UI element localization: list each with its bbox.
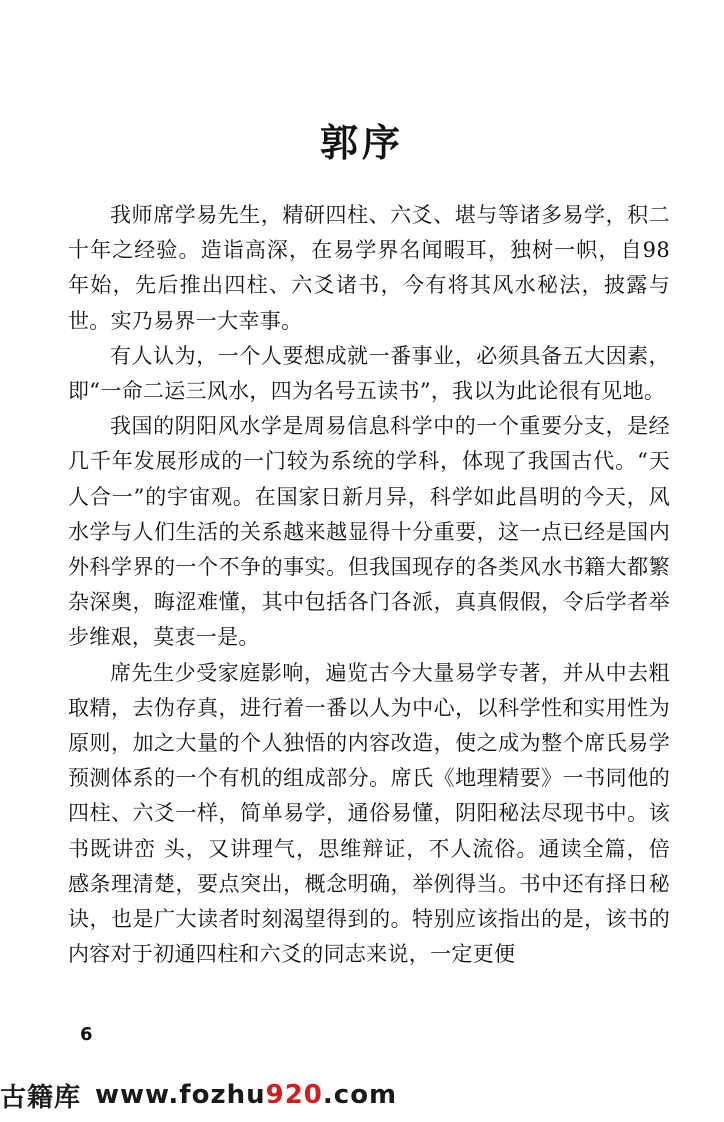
watermark-url-suffix: .com xyxy=(322,1080,398,1110)
page-title: 郭序 xyxy=(319,121,404,165)
watermark-url-prefix: www.fozhu xyxy=(95,1080,266,1110)
body-text xyxy=(68,198,670,972)
paragraph-3: 我国的阴阳风水学是周易信息科学中的一个重要分支，是经几千年发展形成的一门较为系统的学科，体现了我国古代。“天人合一”的宇宙观。在国家日新月异，科学如此昌明的今天，风水学与人们生活的关系越来越显得十分重要，这一点已经是国内外科学界的一个不争的事实。但我国现存的各类风水书籍大都繁杂深奥，晦涩难懂，其中包括各门各派，真真假假，令后学者举步维艰，莫衷一是。 xyxy=(68,414,670,650)
watermark-site-name: 古籍库 xyxy=(0,1082,82,1113)
page-number: 6 xyxy=(80,1024,93,1045)
watermark-url-number: 920 xyxy=(265,1080,323,1110)
watermark-url xyxy=(95,1080,397,1110)
watermark xyxy=(0,1078,397,1112)
paragraph-4: 席先生少受家庭影响，遍览古今大量易学专著，并从中去粗取精，去伪存真，进行着一番以人为中心，以科学性和实用性为原则，加之大量的个人独悟的内容改造，使之成为整个席氏易学预测体系的一个有机的组成部分。席氏《地理精要》一书同他的四柱、六爻一样，简单易学，通俗易懂，阴阳秘法尽现书中。该书既讲峦 头，又讲理气，思维辩证，不人流俗。通读全篇，倍感条理清楚，要点突出，概念明确，举例得当。书中还有择日秘诀，也是广大读者时刻渴望得到的。特别应该指出的是，该书的内容对于初通四柱和六爻的同志来说，一定更便 xyxy=(68,660,670,967)
paragraph-2: 有人认为，一个人要想成就一番事业，必须具备五大因素，即“一命二运三风水，四为名号五读书”，我以为此论很有见地。 xyxy=(68,343,670,404)
paragraph-1: 我师席学易先生，精研四柱、六爻、堪与等诸多易学，积二十年之经验。造诣高深，在易学界名闻暇耳，独树一帜，自98年始，先后推出四柱、六爻诸书，今有将其风水秘法，披露与世。实乃易界一大幸事。 xyxy=(68,203,670,333)
